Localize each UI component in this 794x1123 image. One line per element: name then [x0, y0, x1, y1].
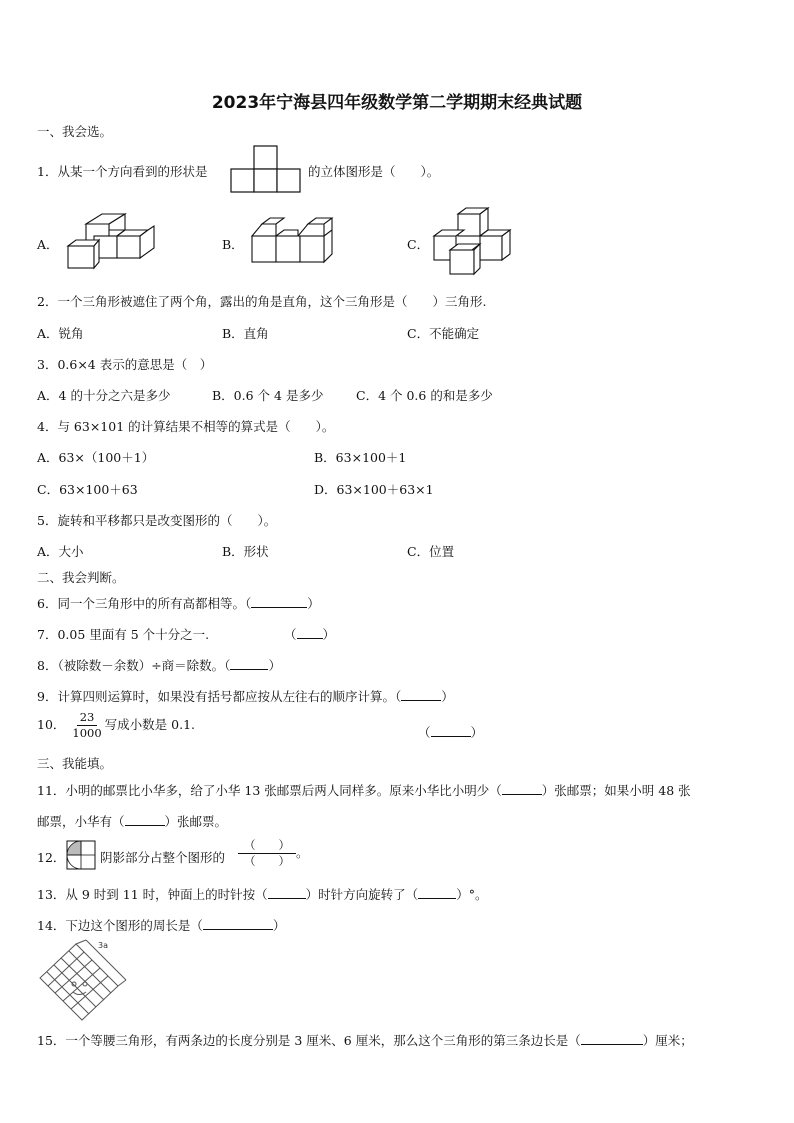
q1-option-a-figure[interactable] [64, 210, 158, 272]
q11-text-2: ）张邮票；如果小明 48 张 [541, 783, 691, 798]
q2-text: 2．一个三角形被遮住了两个角，露出的角是直角，这个三角形是（ ）三角形. [37, 294, 487, 309]
q8 [37, 656, 281, 674]
q9-text: 9．计算四则运算时，如果没有括号都应按从左往右的顺序计算。（ [37, 689, 402, 704]
q14-text: 14．下边这个图形的周长是（ [37, 918, 203, 933]
q14-close: ） [272, 918, 286, 933]
q9-close: ） [441, 689, 454, 704]
q1-option-c-label[interactable]: C． [407, 237, 430, 252]
q8-close: ） [268, 658, 281, 673]
q4-option-a[interactable]: A．63×（100＋1） [37, 450, 155, 465]
q10 [37, 710, 195, 741]
q6-text: 6．同一个三角形中的所有高都相等。（ [37, 596, 252, 611]
q1-option-b-figure[interactable] [248, 214, 340, 270]
q12-text: 阴影部分占整个图形的 [100, 850, 226, 865]
q1-option-c-figure[interactable] [430, 204, 514, 278]
section-heading-1: 一、我会选。 [37, 124, 113, 139]
q11-answer-blank-1[interactable] [502, 782, 542, 795]
q6 [37, 594, 320, 612]
q13-answer-blank-2[interactable] [418, 886, 456, 899]
q11-text-4: ）张邮票。 [164, 814, 228, 829]
q7-answer [284, 625, 335, 643]
q2-option-b[interactable]: B．直角 [222, 326, 269, 341]
q11-text-1: 11．小明的邮票比小华多，给了小华 13 张邮票后两人同样多。原来小华比小明少（ [37, 783, 502, 798]
q3-option-b[interactable]: B．0.6 个 4 是多少 [212, 388, 324, 403]
q1-view-figure [230, 145, 304, 193]
q12-answer-fraction[interactable] [238, 838, 309, 869]
q6-close: ） [307, 596, 320, 611]
section-heading-2: 二、我会判断。 [37, 570, 125, 585]
q3-text: 3．0.6×4 表示的意思是（ ） [37, 357, 213, 372]
page-title: 2023年宁海县四年级数学第二学期期末经典试题 [211, 93, 583, 113]
q7-text: 7．0.05 里面有 5 个十分之一. [37, 627, 210, 642]
q7-answer-blank[interactable] [297, 626, 323, 639]
q10-text: 写成小数是 0.1. [104, 717, 195, 732]
q13 [37, 885, 487, 903]
q12-end: 。 [296, 845, 309, 860]
q2-option-c[interactable]: C．不能确定 [407, 326, 480, 341]
q6-answer-blank[interactable] [251, 595, 307, 608]
q10-fraction [69, 710, 104, 741]
q10-answer [418, 723, 483, 741]
q14 [37, 916, 285, 934]
q13-end: ）°。 [456, 887, 488, 902]
q1-suffix: 的立体图形是（ ）。 [308, 164, 440, 179]
q15-answer-blank[interactable] [581, 1032, 643, 1045]
q1-prefix: 1．从某一个方向看到的形状是 [37, 164, 208, 179]
q11-line2 [37, 812, 227, 830]
q10-close: ） [470, 725, 484, 740]
q8-answer-blank[interactable] [230, 657, 268, 670]
q9-answer-blank[interactable] [401, 688, 441, 701]
q14-label: 3a [98, 941, 108, 950]
q15-close: ）厘米； [642, 1033, 693, 1048]
q13-text: 13．从 9 时到 11 时，钟面上的时针按（ [37, 887, 268, 902]
q10-answer-blank[interactable] [431, 724, 471, 737]
q15 [37, 1031, 693, 1049]
q14-answer-blank[interactable] [203, 917, 273, 930]
q4-option-c[interactable]: C．63×100＋63 [37, 482, 138, 497]
q12-number: 12． [37, 850, 66, 865]
q15-text: 15．一个等腰三角形，有两条边的长度分别是 3 厘米、6 厘米，那么这个三角形的第三条边长是（ [37, 1033, 581, 1048]
q3-option-c[interactable]: C．4 个 0.6 的和是多少 [356, 388, 493, 403]
q9 [37, 687, 454, 705]
q5-option-b[interactable]: B．形状 [222, 544, 269, 559]
q11-line1 [37, 781, 691, 799]
q1-option-b-label[interactable]: B． [222, 237, 244, 252]
q11-answer-blank-2[interactable] [125, 813, 165, 826]
q8-text: 8．（被除数－余数）÷商＝除数。（ [37, 658, 231, 673]
q7-close: ） [322, 627, 336, 642]
q14-figure [38, 938, 128, 1022]
q10-numerator: 23 [77, 710, 98, 726]
q10-open: （ [418, 725, 431, 740]
q10-number: 10． [37, 717, 66, 732]
q4-option-b[interactable]: B．63×100＋1 [314, 450, 407, 465]
q13-mid: ）时针方向旋转了（ [305, 887, 419, 902]
q5-text: 5．旋转和平移都只是改变图形的（ ）。 [37, 513, 277, 528]
q3-option-a[interactable]: A．4 的十分之六是多少 [37, 388, 171, 403]
q5-option-a[interactable]: A．大小 [37, 544, 84, 559]
q2-option-a[interactable]: A．锐角 [37, 326, 84, 341]
q1-option-a-label[interactable]: A． [37, 237, 59, 252]
q4-text: 4．与 63×101 的计算结果不相等的算式是（ ）。 [37, 419, 335, 434]
q7-open: （ [284, 627, 297, 642]
q13-answer-blank-1[interactable] [268, 886, 306, 899]
q11-text-3: 邮票，小华有（ [37, 814, 125, 829]
q4-option-d[interactable]: D．63×100＋63×1 [314, 482, 434, 497]
section-heading-3: 三、我能填。 [37, 756, 113, 771]
q12-shaded-figure [66, 840, 96, 870]
q5-option-c[interactable]: C．位置 [407, 544, 455, 559]
q12-fraction-bottom[interactable]: （ ） [244, 854, 290, 868]
q12-fraction-top[interactable]: （ ） [238, 838, 296, 854]
q10-denominator: 1000 [72, 726, 102, 740]
